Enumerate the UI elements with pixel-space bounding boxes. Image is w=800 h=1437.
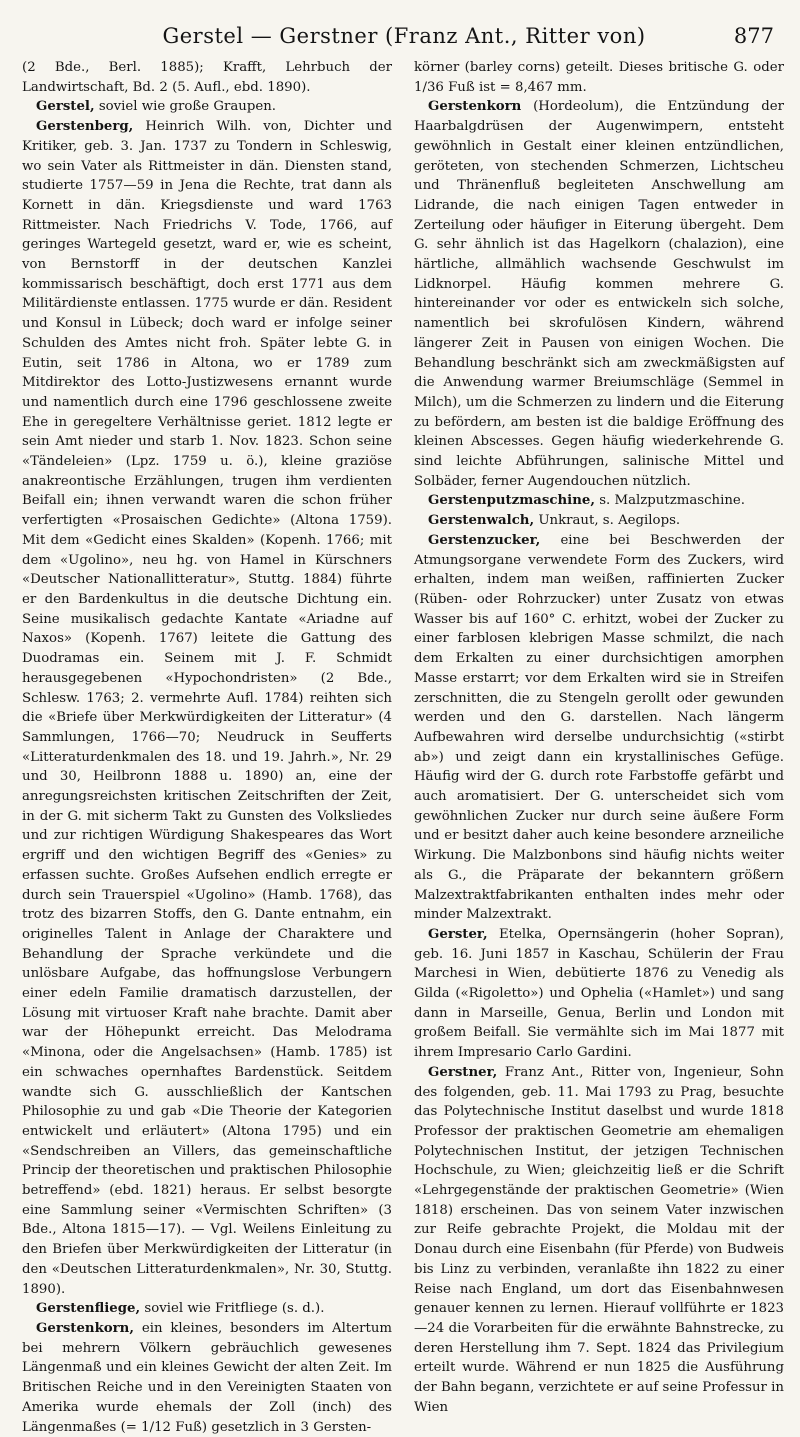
dictionary-entry — [414, 925, 784, 1063]
entry-text: Unkraut, s. Aegilops. — [534, 513, 681, 529]
entry-text: Etelka, Opernsängerin (hoher Sopran), geb. 16. Juni 1857 in Kaschau, Schülerin der Frau Marchesi in Wien, debütierte 1876 zu Venedig als Gilda («Rigoletto») und Ophelia («Hamlet») und sang dann in Marseille, Genua, Berlin und London mit großem Beifall. Sie vermählte sich im Mai 1877 mit ihrem Impresario Carlo Gardini. — [414, 926, 784, 1061]
entry-headword: Gerstner, — [428, 1064, 498, 1080]
dictionary-entry — [22, 97, 392, 117]
entry-headword: Gerstenzucker, — [428, 532, 541, 548]
entry-text: soviel wie Fritfliege (s. d.). — [140, 1301, 325, 1317]
entry-headword: Gerstenputzmaschine, — [428, 493, 595, 509]
dictionary-entry — [414, 511, 784, 531]
entry-text: (Hordeolum), die Entzündung der Haarbalgdrüsen der Augenwimpern, entsteht gewöhnlich in Gestalt einer kleinen entzündlichen, geröteten, von stechenden Schmerzen, Lichtscheu und Thränenfluß begleiteten Anschwellung am Lidrande, die nach einigen Tagen entweder in Zerteilung oder häufiger in Eiterung übergeht. Dem G. sehr ähnlich ist das Hagelkorn (chalazion), eine härtliche, allmählich wachsende Geschwulst im Lidknorpel. Häufig kommen mehrere G. hintereinander vor oder es entwickeln sich solche, namentlich bei skrofulösen Kindern, während längerer Zeit in Pausen von einigen Wochen. Die Behandlung beschränkt sich am zweckmäßigsten auf die Anwendung warmer Breiumschläge (Semmel in Milch), um die Schmerzen zu lindern und die Eiterung zu befördern, am besten ist die baldige Eröffnung des kleinen Abscesses. Gegen häufig wiederkehrende G. sind leichte Abführungen, salinische Mittel und Solbäder, ferner Augendouchen nützlich. — [414, 99, 784, 489]
entry-text: s. Malzputzmaschine. — [594, 493, 745, 509]
entry-headword: Gerstenfliege, — [36, 1301, 141, 1317]
dictionary-entry — [22, 1319, 392, 1437]
dictionary-entry — [22, 58, 392, 97]
entry-headword: Gerstel, — [36, 99, 95, 115]
left-column — [22, 58, 392, 1437]
dictionary-entry — [414, 97, 784, 491]
entry-text: soviel wie große Graupen. — [94, 99, 276, 115]
entry-text: Heinrich Wilh. von, Dichter und Kritiker, geb. 3. Jan. 1737 zu Tondern in Schleswig, wo sein Vater als Rittmeister in dän. Diensten stand, studierte 1757—59 in Jena die Rechte, trat dann als Kornett in dän. Kriegsdienste und ward 1763 Rittmeister. Nach Friedrichs V. Tode, 1766, auf geringes Wartegeld gesetzt, ward er, wie es scheint, von Bernstorff in der deutschen Kanzlei kommissarisch beschäftigt, doch erst 1771 aus dem Militärdienste entlassen. 1775 wurde er dän. Resident und Konsul in Lübeck; doch ward er infolge seiner Schulden des Amtes nicht froh. Später lebte G. in Eutin, seit 1786 in Altona, wo er 1789 zum Mitdirektor des Lotto-Justizwesens ernannt wurde und namentlich durch eine 1796 geschlossene zweite Ehe in geregeltere Verhältnisse geriet. 1812 legte er sein Amt nieder und starb 1. Nov. 1823. Schon seine «Tändeleien» (Lpz. 1759 u. ö.), kleine graziöse anakreontische Erzählungen, trugen ihm verdienten Beifall ein; ihnen verwandt waren die schon früher verfertigten «Prosaischen Gedichte» (Altona 1759). Mit dem «Gedicht eines Skalden» (Kopenh. 1766; mit dem «Ugolino», neu hg. von Hamel in Kürschners «Deutscher Nationallitteratur», Stuttg. 1884) führte er den Bardenkultus in die deutsche Dichtung ein. Seine musikalisch gedachte Kantate «Ariadne auf Naxos» (Kopenh. 1767) leitete die Gattung des Duodramas ein. Seinem mit J. F. Schmidt herausgegebenen «Hypochondristen» (2 Bde., Schlesw. 1763; 2. vermehrte Aufl. 1784) reihten sich die «Briefe über Merkwürdigkeiten der Litteratur» (4 Sammlungen, 1766—70; Neudruck in Seufferts «Litteraturdenkmalen des 18. und 19. Jahrh.», Nr. 29 und 30, Heilbronn 1888 u. 1890) an, eine der anregungsreichsten kritischen Zeitschriften der Zeit, in der G. mit sicherm Takt zu Gunsten des Volksliedes und zur richtigen Würdigung Shakespeares das Wort ergriff und den wichtigen Begriff des «Genies» zu erfassen suchte. Großes Aufsehen endlich erregte er durch sein Trauerspiel «Ugolino» (Hamb. 1768), das trotz des bizarren Stoffs, den G. Dante entnahm, ein originelles Talent in Anlage der Charaktere und Behandlung der Sprache verkündete und die unlösbare Aufgabe, das hoffnungslose Verbungern einer edeln Familie dramatisch darzustellen, der Lösung mit virtuoser Kraft nahe brachte. Damit aber war der Höhepunkt erreicht. Das Melodrama «Minona, oder die Angelsachsen» (Hamb. 1785) ist ein schwaches opernhaftes Bardenstück. Seitdem wandte sich G. ausschließlich der Kantschen Philosophie zu und gab «Die Theorie der Kategorien entwickelt und erläutert» (Altona 1795) und ein «Sendschreiben an Villers, das gemeinschaftliche Princip der theoretischen und praktischen Philosophie betreffend» (ebd. 1821) heraus. Er selbst besorgte eine Sammlung seiner «Vermischten Schriften» (3 Bde., Altona 1815—17). — Vgl. Weilens Einleitung zu den Briefen über Merkwürdigkeiten der Litteratur (in den «Deutschen Litteraturdenkmalen», Nr. 30, Stuttg. 1890). — [22, 119, 392, 1297]
entry-headword: Gerster, — [428, 926, 488, 942]
entry-headword: Gerstenkorn — [428, 99, 522, 115]
running-head: Gerstel — Gerstner (Franz Ant., Ritter von) — [162, 24, 646, 48]
page-header — [22, 0, 786, 58]
dictionary-entry — [414, 531, 784, 925]
right-column — [414, 58, 784, 1437]
text-columns — [22, 58, 786, 1437]
entry-text: Franz Ant., Ritter von, Ingenieur, Sohn des folgenden, geb. 11. Mai 1793 zu Prag, besuchte das Polytechnische Institut daselbst und wurde 1818 Professor der praktischen Geometrie am ehemaligen Polytechnischen Institut, der jetzigen Technischen Hochschule, zu Wien; gleichzeitig ließ er die Schrift «Lehrgegenstände der praktischen Geometrie» (Wien 1818) erscheinen. Das von seinem Vater inzwischen zur Reife gebrachte Projekt, die Moldau mit der Donau durch eine Eisenbahn (für Pferde) von Budweis bis Linz zu verbinden, veranlaßte ihn 1822 zu einer Reise nach England, um dort das Eisenbahnwesen genauer kennen zu lernen. Hierauf vollführte er 1823—24 die Vorarbeiten für die erwähnte Bahnstrecke, zu deren Herstellung ihm 7. Sept. 1824 das Privilegium erteilt wurde. Während er nun 1825 die Ausführung der Bahn begann, verzichtete er auf seine Professur in Wien — [414, 1064, 784, 1415]
dictionary-entry — [22, 1299, 392, 1319]
dictionary-entry — [414, 58, 784, 97]
entry-headword: Gerstenberg, — [36, 119, 134, 135]
entry-text: (2 Bde., Berl. 1885); Krafft, Lehrbuch der Landwirtschaft, Bd. 2 (5. Aufl., ebd. 1890). — [22, 60, 392, 95]
entry-headword: Gerstenwalch, — [428, 513, 535, 529]
dictionary-entry — [22, 117, 392, 1299]
page-number: 877 — [733, 24, 774, 48]
entry-text: eine bei Beschwerden der Atmungsorgane verwendete Form des Zuckers, wird erhalten, indem man weißen, raffinierten Zucker (Rüben- oder Rohrzucker) unter Zusatz von etwas Wasser bis auf 160° C. erhitzt, wobei der Zucker zu einer farblosen klebrigen Masse schmilzt, die nach dem Erkalten zu einer durchsichtigen amorphen Masse erstarrt; vor dem Erkalten wird sie in Streifen zerschnitten, die zu Stengeln gerollt oder gewunden werden und den G. darstellen. Nach längerm Aufbewahren wird derselbe undurchsichtig («stirbt ab») und zeigt dann ein krystallinisches Gefüge. Häufig wird der G. durch rote Farbstoffe gefärbt und auch aromatisiert. Der G. unterscheidet sich vom gewöhnlichen Zucker nur durch seine äußere Form und er besitzt daher auch keine besondere arzneiliche Wirkung. Die Malzbonbons sind häufig nichts weiter als G., die Präparate der bekanntern größern Malzextraktfabrikanten enthalten indes mehr oder minder Malzextrakt. — [414, 532, 784, 923]
entry-headword: Gerstenkorn, — [36, 1321, 134, 1336]
entry-text: körner (barley corns) geteilt. Dieses britische G. oder 1/36 Fuß ist = 8,467 mm. — [414, 60, 784, 95]
entry-text: ein kleines, besonders im Altertum bei mehrern Völkern gebräuchlich gewesenes Längenmaß und ein kleines Gewicht der alten Zeit. Im Britischen Reiche und in den Vereinigten Staaten von Amerika wurde ehemals der Zoll (inch) des Längenmaßes (= 1/12 Fuß) gesetzlich in 3 Gersten- — [22, 1321, 392, 1435]
dictionary-entry — [414, 1063, 784, 1418]
dictionary-entry — [414, 491, 784, 511]
